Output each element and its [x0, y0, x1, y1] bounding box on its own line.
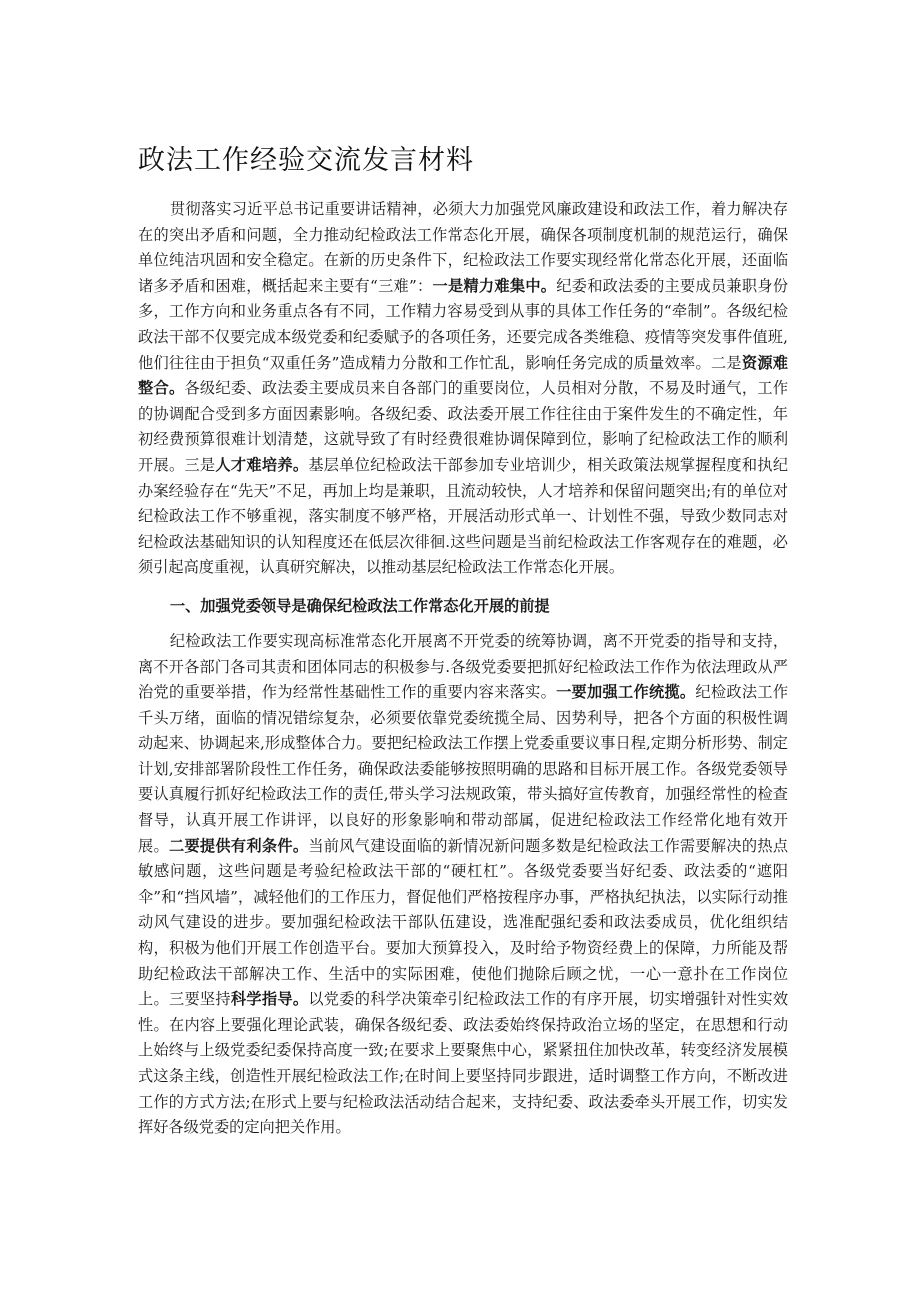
section-1-text-4: 以党委的科学决策牵引纪检政法工作的有序开展，切实增强针对性实效性。在内容上要强化理论武装，确保各级纪委、政法委始终保持政治立场的坚定，在思想和行动上始终与上级党委纪委保持高度一致;在要求上要聚焦中心，紧紧扭住加快改革，转变经济发展模式这条主线，创造性开展纪检政法工作;在时间上要坚持同步跟进，适时调整工作方向，不断改进工作的方式方法;在形式上要与纪检政法活动结合起来，支持纪委、政法委牵头开展工作，切实发挥好各级党委的定向把关作用。 — [138, 990, 789, 1137]
intro-text-4: 基层单位纪检政法干部参加专业培训少，相关政策法规掌握程度和执纪办案经验存在“先天”不足，再加上均是兼职，且流动较快，人才培养和保留问题突出;有的单位对纪检政法工作不够重视，落实制度不够严格，开展活动形式单一、计划性不强，导致少数同志对纪检政法基础知识的认知程度还在低层次徘徊.这些问题是当前纪检政法工作客观存在的难题，必须引起高度重视，认真研究解决，以推动基层纪检政法工作常态化开展。 — [138, 455, 789, 577]
section-1-bold-3: 科学指导。 — [230, 990, 309, 1009]
section-1-bold-1: 一要加强工作统揽。 — [556, 683, 696, 702]
section-1-paragraph — [138, 629, 788, 1141]
intro-bold-1: 一是精力难集中。 — [432, 276, 557, 295]
intro-text-1: 贯彻落实习近平总书记重要讲话精神，必须大力加强党风廉政建设和政法工作，着力解决存在的突出矛盾和问题，全力推动纪检政法工作常态化开展，确保各项制度机制的规范运行，确保单位纯洁巩固和安全稳定。在新的历史条件下，纪检政法工作要实现经常化常态化开展，还面临诸多矛盾和困难，概括起来主要有“三难”： — [138, 200, 788, 295]
section-1-text-3: 当前风气建设面临的新情况新问题多数是纪检政法工作需要解决的热点敏感问题，这些问题是考验纪检政法干部的“硬杠杠”。各级党委要当好纪委、政法委的“遮阳伞”和“挡风墙”，减轻他们的工作压力，督促他们严格按程序办事，严格执纪执法，以实际行动推动风气建设的进步。要加强纪检政法干部队伍建设，选准配强纪委和政法委成员，优化组织结构，积极为他们开展工作创造平台。要加大预算投入，及时给予物资经费上的保障，力所能及帮助纪检政法干部解决工作、生活中的实际困难，使他们抛除后顾之忧，一心一意扑在工作岗位上。三要坚持 — [138, 836, 789, 1009]
section-heading-1: 一、加强党委领导是确保纪检政法工作常态化开展的前提 — [169, 596, 550, 615]
intro-bold-2: 资源难整合。 — [138, 353, 788, 398]
section-1-text-1: 纪检政法工作要实现高标准常态化开展离不开党委的统筹协调，离不开党委的指导和支持，离不开各部门各司其责和团体同志的积极参与.各级党委要把抓好纪检政法工作作为依法理政从严治党的重要举措，作为经常性基础性工作的重要内容来落实。 — [138, 631, 788, 702]
intro-text-2: 纪委和政法委的主要成员兼职身份多，工作方向和业务重点各有不同，工作精力容易受到从事的具体工作任务的“牵制”。各级纪检政法干部不仅要完成本级党委和纪委赋予的各项任务，还要完成各类维稳、疫情等突发事件值班,他们往往由于担负“双重任务”造成精力分散和工作忙乱，影响任务完成的质量效率。二是 — [138, 276, 789, 372]
section-1-bold-2: 二要提供有利条件。 — [168, 836, 309, 855]
intro-paragraph — [138, 197, 788, 581]
intro-bold-3: 人才难培养。 — [215, 455, 309, 474]
document-title: 政法工作经验交流发言材料 — [138, 145, 474, 176]
intro-text-3: 各级纪委、政法委主要成员来自各部门的重要岗位，人员相对分散，不易及时通气，工作的协调配合受到多方面因素影响。各级纪委、政法委开展工作往往由于案件发生的不确定性，年初经费预算很难计划清楚，这就导致了有时经费很难协调保障到位，影响了纪检政法工作的顺利开展。三是 — [138, 379, 789, 474]
document-page — [138, 128, 788, 1147]
section-1-text-2: 纪检政法工作千头万绪，面临的情况错综复杂，必须要依靠党委统揽全局、因势利导，把各个方面的积极性调动起来、协调起来,形成整体合力。要把纪检政法工作摆上党委重要议事日程,定期分析形势、制定计划,安排部署阶段性工作任务，确保政法委能够按照明确的思路和目标开展工作。各级党委领导要认真履行抓好纪检政法工作的责任,带头学习法规政策，带头搞好宣传教育，加强经常性的检查督导，认真开展工作讲评，以良好的形象影响和带动部属，促进纪检政法工作经常化地有效开展。 — [138, 683, 789, 855]
